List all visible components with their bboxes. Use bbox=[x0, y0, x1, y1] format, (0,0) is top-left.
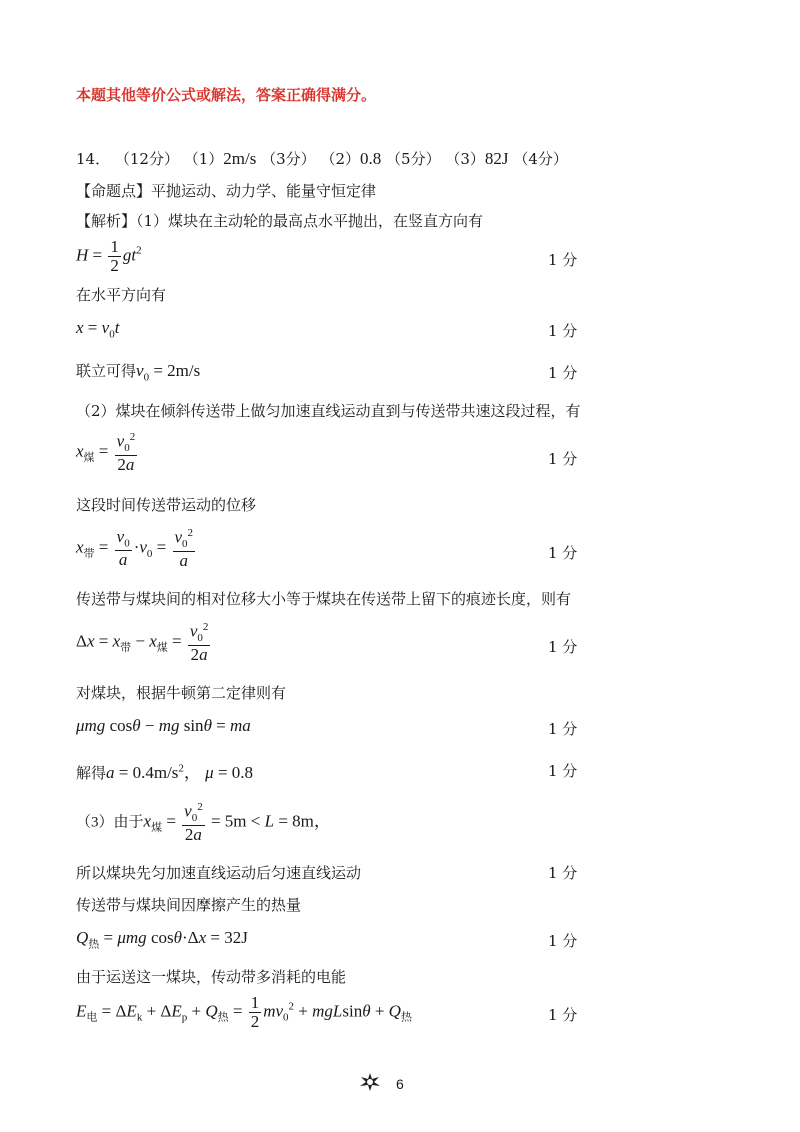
text-relative-displacement: 传送带与煤块间的相对位移大小等于煤块在传送带上留下的痕迹长度，则有 bbox=[76, 590, 572, 608]
score-mark: 1 分 bbox=[548, 762, 578, 780]
score-mark: 1 分 bbox=[548, 864, 578, 882]
grading-note: 本题其他等价公式或解法，答案正确得满分。 bbox=[76, 86, 377, 104]
footer-logo-icon bbox=[358, 1072, 382, 1092]
analysis-line: 【解析】（1）煤块在主动轮的最高点水平抛出，在竖直方向有 bbox=[76, 212, 484, 230]
equation-x-belt: $x_带$ = $\frac{v_0}{a}$ $\cdot v_0$ = $\frac{v_0^2}{a}$ bbox=[76, 527, 194, 570]
score-mark: 1 分 bbox=[548, 638, 578, 656]
text-newton: 对煤块，根据牛顿第二定律则有 bbox=[76, 684, 287, 702]
text-motion-phases: 所以煤块先匀加速直线运动后匀速直线运动 bbox=[76, 864, 362, 882]
answer-2: 0.8 bbox=[360, 149, 382, 168]
score-mark: 1 分 bbox=[548, 364, 578, 382]
score-mark: 1 分 bbox=[548, 544, 578, 562]
equation-x-v0t: $x = v_0t$ bbox=[76, 318, 120, 341]
score-mark: 1 分 bbox=[548, 1006, 578, 1024]
text-horizontal: 在水平方向有 bbox=[76, 286, 167, 304]
score-mark: 1 分 bbox=[548, 932, 578, 950]
question-14-header: 14． （12分） （1）2m/s （3分） （2）0.8 （5分） （3）82J （4分） bbox=[76, 149, 568, 168]
score-mark: 1 分 bbox=[548, 720, 578, 738]
answer-1: 2m/s bbox=[223, 149, 257, 168]
text-electric-energy: 由于运送这一煤块，传动带多消耗的电能 bbox=[76, 968, 347, 986]
equation-a-mu: 解得$a = 0.4m/s^2$， μ = 0.8 bbox=[76, 762, 254, 782]
equation-heat: $Q_热 = \mu mg$ cosθ·Δx = 32J bbox=[76, 928, 248, 951]
question-number: 14． bbox=[76, 150, 111, 168]
topic-line: 【命题点】平抛运动、动力学、能量守恒定律 bbox=[76, 182, 377, 200]
score-mark: 1 分 bbox=[548, 251, 578, 269]
text-belt-displacement: 这段时间传送带运动的位移 bbox=[76, 496, 257, 514]
answer-3: 82J bbox=[484, 149, 509, 168]
question-total-score: （12分） bbox=[114, 150, 179, 168]
score-mark: 1 分 bbox=[548, 450, 578, 468]
text-heat: 传送带与煤块间因摩擦产生的热量 bbox=[76, 896, 302, 914]
equation-x-coal: $x_煤$ = $\frac{v_0^2}{2a}$ bbox=[76, 431, 136, 474]
text-part2: （2）煤块在倾斜传送带上做匀加速直线运动直到与传送带共速这段过程，有 bbox=[76, 402, 581, 420]
equation-v0-result: 联立可得$v_0 = 2m/s$ bbox=[76, 361, 201, 384]
equation-part3: （3）由于$x_煤$ = $\frac{v_0^2}{2a}$ = 5m < L = 8m， bbox=[76, 801, 331, 844]
equation-height: H = $\frac{1}{2}$ $gt^2$ bbox=[76, 237, 142, 275]
equation-electric-energy: $E_电 = \Delta E_k + \Delta E_p + Q_热$ = $\frac{1}{2}$ $mv_0^2 + mgLsin\theta + Q_热$ bbox=[76, 993, 412, 1031]
equation-newton: μmg cosθ − mg sinθ = ma bbox=[76, 716, 251, 735]
page-number: 6 bbox=[396, 1076, 404, 1092]
equation-delta-x: $\Delta x = x_带 - x_煤$ = $\frac{v_0^2}{2a}$ bbox=[76, 621, 209, 664]
score-mark: 1 分 bbox=[548, 322, 578, 340]
